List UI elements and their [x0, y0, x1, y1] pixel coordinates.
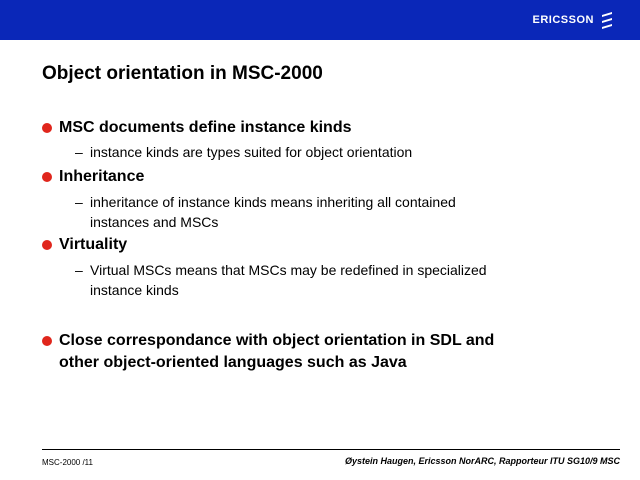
dash-marker: – [75, 194, 83, 210]
header-band [0, 0, 640, 40]
sub-bullet-text-continued: instance kinds [90, 282, 179, 298]
logo-text: ERICSSON [532, 14, 594, 26]
footer-divider [42, 449, 620, 450]
footer-author: Øystein Haugen, Ericsson NorARC, Rapporteur ITU SG10/9 MSC [344, 456, 620, 466]
bullet-item [42, 117, 352, 139]
sub-bullet-text: Virtual MSCs means that MSCs may be redefined in specialized [90, 262, 487, 278]
bullet-dot-icon [42, 336, 52, 346]
ericsson-mark-icon [600, 11, 614, 29]
sub-bullet-text: instance kinds are types suited for object orientation [90, 144, 413, 160]
sub-bullet-item [75, 142, 412, 162]
footer-slide-number: MSC-2000 /11 [42, 458, 93, 467]
bullet-item [42, 330, 494, 374]
bullet-label: Inheritance [59, 168, 145, 185]
sub-bullet-text-continued: instances and MSCs [90, 214, 219, 230]
bullet-label-continued: other object-oriented languages such as Java [59, 354, 407, 371]
sub-bullet-item [75, 192, 456, 232]
ericsson-logo [533, 11, 614, 29]
bullet-item [42, 166, 144, 188]
bullet-label: Virtuality [59, 236, 128, 253]
sub-bullet-text: inheritance of instance kinds means inheriting all contained [90, 194, 456, 210]
sub-bullet-item [75, 260, 487, 300]
dash-marker: – [75, 144, 83, 160]
bullet-dot-icon [42, 123, 52, 133]
dash-marker: – [75, 262, 83, 278]
slide-title: Object orientation in MSC-2000 [42, 63, 323, 84]
bullet-label: Close correspondance with object orientation in SDL and [59, 332, 495, 349]
bullet-label: MSC documents define instance kinds [59, 119, 352, 136]
bullet-dot-icon [42, 240, 52, 250]
bullet-dot-icon [42, 172, 52, 182]
bullet-item [42, 234, 127, 256]
